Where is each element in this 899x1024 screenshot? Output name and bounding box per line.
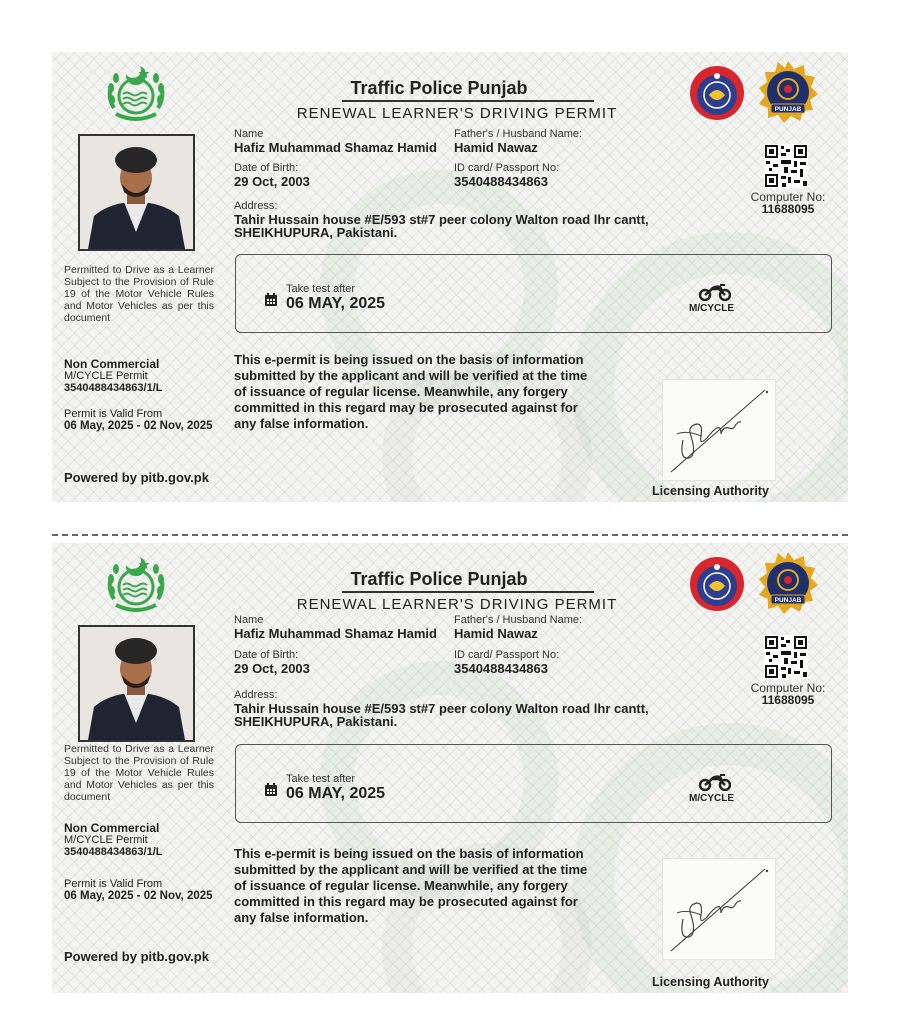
- validity-range: 06 May, 2025 - 02 Nov, 2025: [64, 890, 213, 902]
- name-label: Name: [234, 128, 264, 140]
- father-name-value: Hamid Nawaz: [454, 140, 538, 155]
- category-value: Non Commercial: [64, 821, 160, 835]
- father-name-label: Father's / Husband Name:: [454, 128, 583, 140]
- address-field: [234, 689, 704, 728]
- punjab-govt-logo-icon: [104, 553, 168, 613]
- permit-category: [64, 822, 214, 858]
- validity: [64, 408, 214, 432]
- traffic-police-badge-icon: [757, 551, 819, 615]
- applicant-photo: [78, 134, 195, 251]
- father-name-field: [454, 128, 582, 154]
- computer-no-value: 11688095: [761, 202, 815, 216]
- permit-type: M/CYCLE Permit: [64, 370, 148, 382]
- computer-no-value: 11688095: [761, 693, 815, 707]
- punjab-police-emblem-icon: [689, 65, 745, 121]
- qr-code-icon: [764, 635, 808, 679]
- permit-subtitle: RENEWAL LEARNER'S DRIVING PERMIT: [296, 105, 618, 122]
- dob-field: [234, 649, 310, 675]
- address-label: Address:: [234, 689, 278, 701]
- motorcycle-icon: [699, 773, 731, 791]
- signature-image: [662, 379, 776, 481]
- motorcycle-icon: [699, 283, 731, 301]
- validity-label: Permit is Valid From: [64, 878, 163, 890]
- dob-value: 29 Oct, 2003: [234, 661, 310, 676]
- licensing-authority-label: Licensing Authority: [652, 975, 769, 989]
- id-card-field: [454, 162, 559, 188]
- vehicle-label: M/CYCLE: [689, 793, 734, 804]
- applicant-photo: [78, 625, 195, 742]
- permit-type: M/CYCLE Permit: [64, 834, 148, 846]
- name-field: [234, 614, 437, 640]
- dob-label: Date of Birth:: [234, 162, 299, 174]
- powered-by: Powered by pitb.gov.pk: [64, 470, 209, 485]
- dob-label: Date of Birth:: [234, 649, 299, 661]
- licensing-authority-label: Licensing Authority: [652, 484, 769, 498]
- id-card-value: 3540488434863: [454, 174, 548, 189]
- validity-label: Permit is Valid From: [64, 408, 163, 420]
- test-date-box: [235, 254, 832, 333]
- id-card-label: ID card/ Passport No:: [454, 162, 560, 174]
- validity: [64, 878, 214, 902]
- powered-by: Powered by pitb.gov.pk: [64, 949, 209, 964]
- calendar-icon: [264, 293, 278, 307]
- page-title: Traffic Police Punjab: [350, 78, 528, 98]
- dob-value: 29 Oct, 2003: [234, 174, 310, 189]
- id-card-label: ID card/ Passport No:: [454, 649, 560, 661]
- computer-no-label: Computer No:: [750, 681, 826, 695]
- take-test-date: 06 MAY, 2025: [286, 295, 386, 312]
- take-test-label: Take test after: [286, 283, 356, 295]
- title-divider: [342, 100, 594, 102]
- punjab-police-emblem-icon: [689, 556, 745, 612]
- test-date-box: [235, 744, 832, 823]
- computer-number: [742, 191, 834, 215]
- validity-range: 06 May, 2025 - 02 Nov, 2025: [64, 420, 213, 432]
- name-field: [234, 128, 437, 154]
- take-test-date: 06 MAY, 2025: [286, 785, 386, 802]
- permitted-text: Permitted to Drive as a Learner Subject to the Provision of Rule 19 of the Motor Vehicle Rules and Motor Vehicles as per this document: [64, 743, 214, 803]
- punjab-govt-logo-icon: [104, 62, 168, 122]
- qr-code-icon: [764, 144, 808, 188]
- take-test-label: Take test after: [286, 773, 356, 785]
- id-card-field: [454, 649, 559, 675]
- title-divider: [342, 591, 594, 593]
- vehicle-label: M/CYCLE: [689, 303, 734, 314]
- cut-line: [52, 534, 848, 536]
- address-value: Tahir Hussain house #E/593 st#7 peer colony Walton road lhr cantt, SHEIKHUPURA, Pakistani.: [234, 701, 649, 729]
- name-value: Hafiz Muhammad Shamaz Hamid: [234, 626, 437, 641]
- calendar-icon: [264, 783, 278, 797]
- id-card-value: 3540488434863: [454, 661, 548, 676]
- father-name-label: Father's / Husband Name:: [454, 614, 583, 626]
- computer-no-label: Computer No:: [750, 190, 826, 204]
- address-field: [234, 200, 704, 239]
- permit-card-1: [52, 52, 848, 502]
- traffic-police-badge-icon: [757, 60, 819, 124]
- e-permit-notice: This e-permit is being issued on the basis of information submitted by the applicant and will be verified at the time of issuance of regular license. Meanwhile, any forgery committed in this regard may be prosecuted against for any false information.: [234, 352, 588, 431]
- category-value: Non Commercial: [64, 357, 160, 371]
- computer-number: [742, 682, 834, 706]
- permit-category: [64, 358, 214, 394]
- address-value: Tahir Hussain house #E/593 st#7 peer colony Walton road lhr cantt, SHEIKHUPURA, Pakistani.: [234, 212, 649, 240]
- name-label: Name: [234, 614, 264, 626]
- permit-number: 3540488434863/1/L: [64, 846, 163, 858]
- badge-text: PUNJAB: [774, 597, 802, 604]
- father-name-field: [454, 614, 582, 640]
- badge-text: PUNJAB: [774, 106, 802, 113]
- permit-card-2: [52, 543, 848, 993]
- permit-subtitle: RENEWAL LEARNER'S DRIVING PERMIT: [296, 596, 618, 613]
- signature-image: [662, 858, 776, 960]
- name-value: Hafiz Muhammad Shamaz Hamid: [234, 140, 437, 155]
- e-permit-notice: This e-permit is being issued on the basis of information submitted by the applicant and will be verified at the time of issuance of regular license. Meanwhile, any forgery committed in this regard may be prosecuted against for any false information.: [234, 846, 588, 925]
- dob-field: [234, 162, 310, 188]
- page-title: Traffic Police Punjab: [350, 569, 528, 589]
- father-name-value: Hamid Nawaz: [454, 626, 538, 641]
- permitted-text: Permitted to Drive as a Learner Subject to the Provision of Rule 19 of the Motor Vehicle Rules and Motor Vehicles as per this document: [64, 264, 214, 324]
- address-label: Address:: [234, 200, 278, 212]
- permit-number: 3540488434863/1/L: [64, 382, 163, 394]
